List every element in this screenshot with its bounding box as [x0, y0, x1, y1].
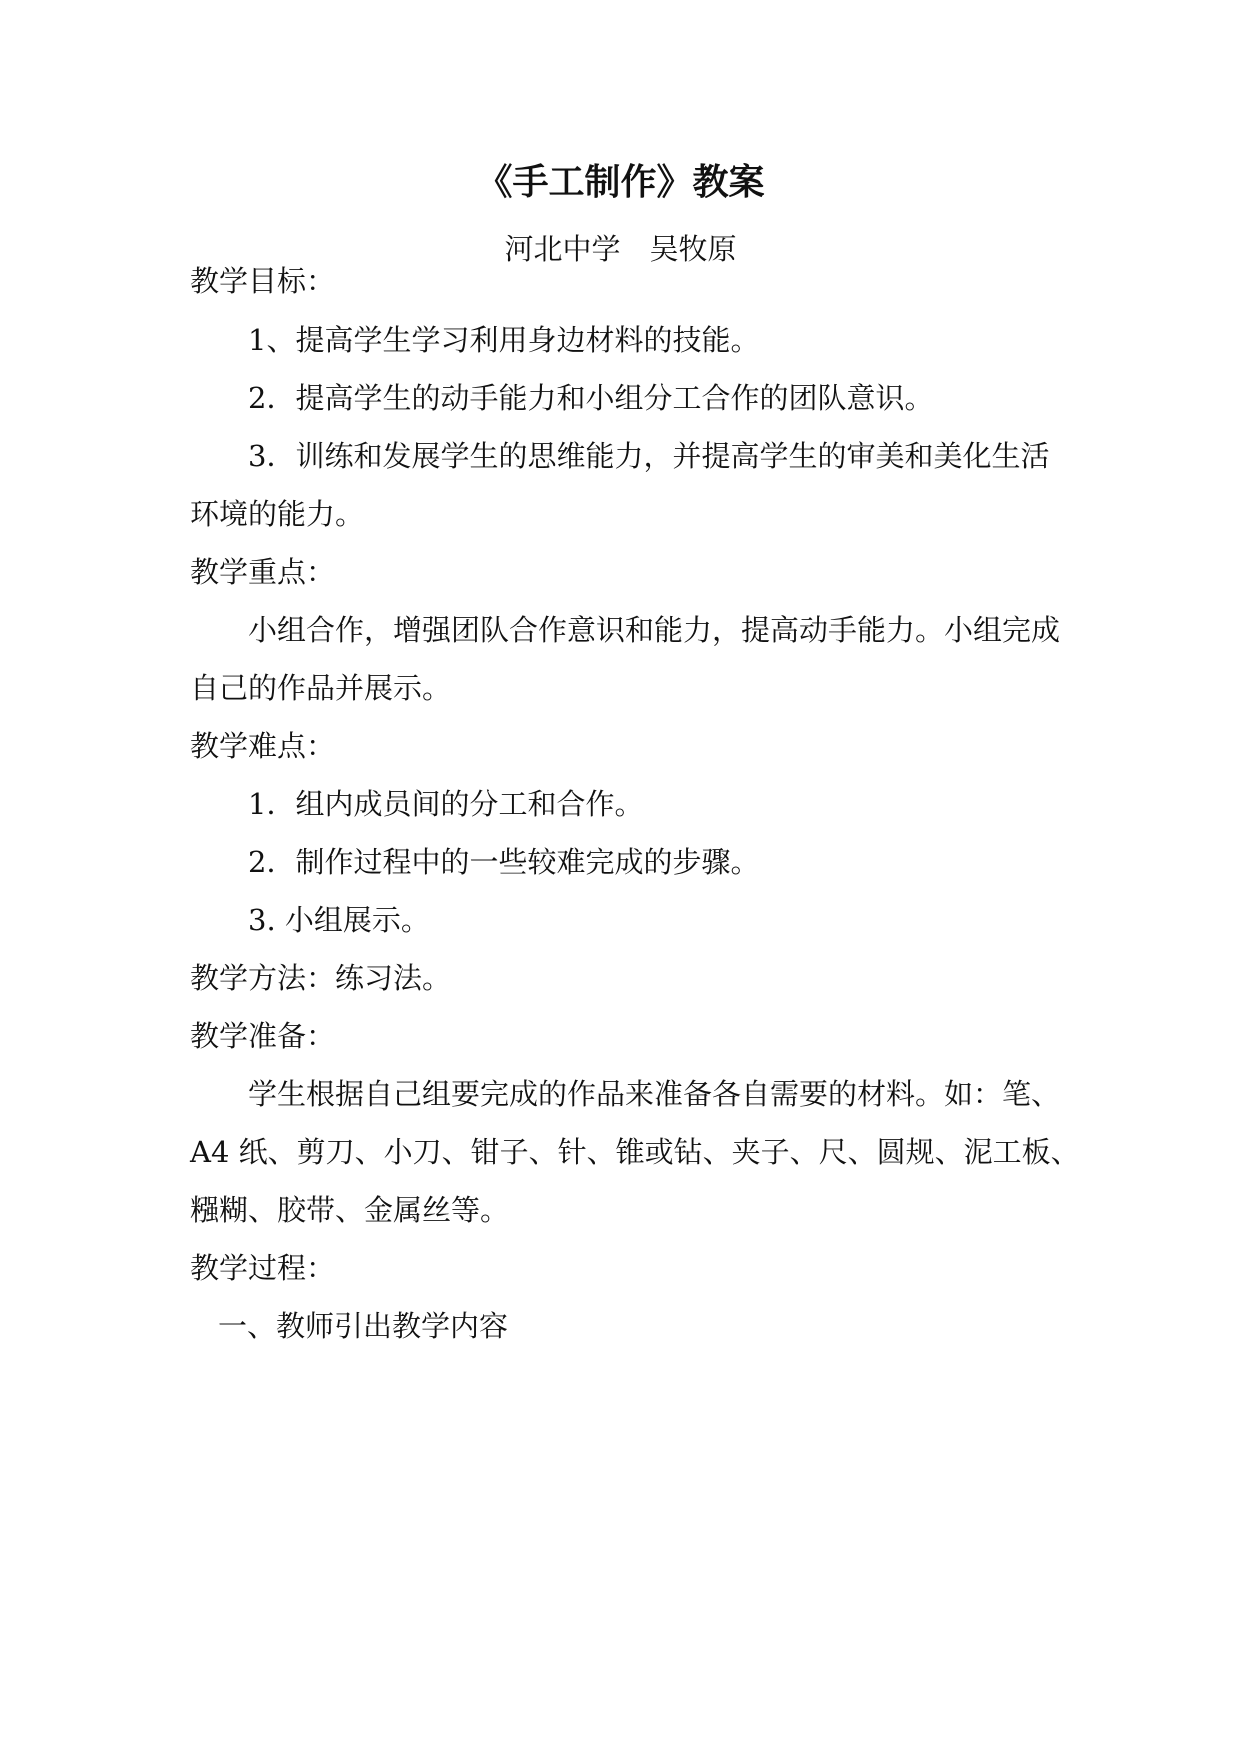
objective-item-2: 2．提高学生的动手能力和小组分工合作的团队意识。 — [248, 381, 934, 415]
difficulty-item-3: 3. 小组展示。 — [248, 903, 430, 937]
section-heading-methods: 教学方法：练习法。 — [190, 961, 452, 995]
key-points-paragraph-continued: 自己的作品并展示。 — [190, 671, 452, 705]
preparation-paragraph-line-2: A4 纸、剪刀、小刀、钳子、针、锥或钻、夹子、尺、圆规、泥工板、 — [190, 1135, 1080, 1169]
objective-item-3: 3．训练和发展学生的思维能力，并提高学生的审美和美化生活 — [248, 439, 1050, 473]
preparation-paragraph-line-3: 糨糊、胶带、金属丝等。 — [190, 1193, 510, 1227]
document-title: 《手工制作》教案 — [476, 162, 765, 203]
process-step-1: 一、教师引出教学内容 — [218, 1309, 509, 1343]
section-heading-process: 教学过程： — [190, 1251, 336, 1285]
difficulty-item-2: 2．制作过程中的一些较难完成的步骤。 — [248, 845, 760, 879]
objective-item-3-continued: 环境的能力。 — [190, 497, 365, 531]
key-points-paragraph: 小组合作，增强团队合作意识和能力，提高动手能力。小组完成 — [248, 613, 1061, 647]
section-heading-preparation: 教学准备： — [190, 1019, 336, 1053]
difficulty-item-1: 1．组内成员间的分工和合作。 — [248, 787, 644, 821]
objective-item-1: 1、提高学生学习利用身边材料的技能。 — [248, 323, 760, 357]
document-author: 河北中学 吴牧原 — [504, 232, 737, 266]
preparation-paragraph: 学生根据自己组要完成的作品来准备各自需要的材料。如：笔、 — [248, 1077, 1061, 1111]
section-heading-key-points: 教学重点： — [190, 555, 336, 589]
section-heading-objectives: 教学目标： — [190, 264, 336, 298]
section-heading-difficulties: 教学难点： — [190, 729, 336, 763]
